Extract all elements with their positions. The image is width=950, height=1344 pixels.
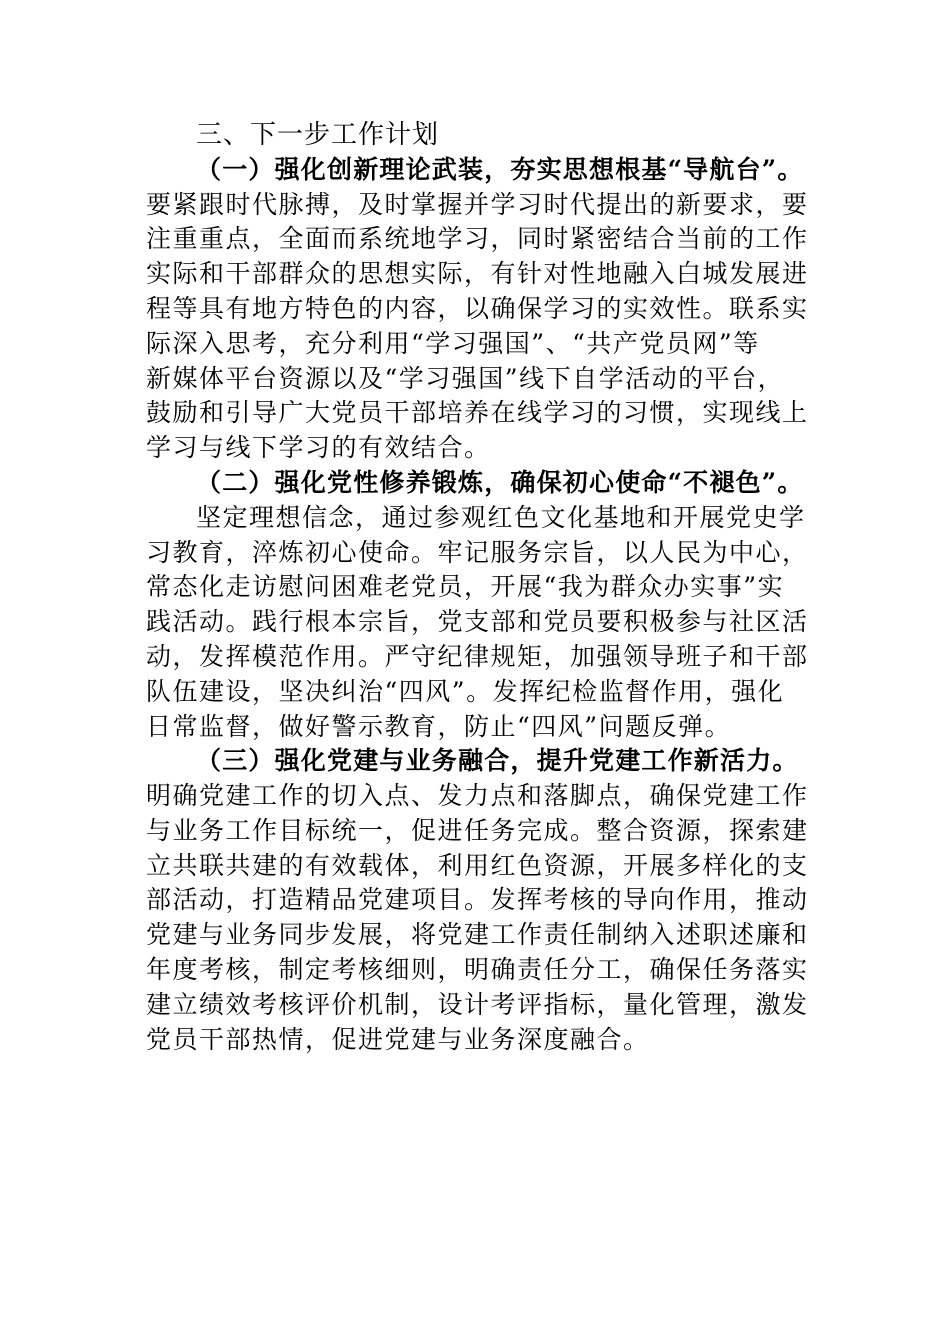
subsection-title-2: （二）强化党性修养锻炼，确保初心使命“不褪色”。 [196, 468, 804, 497]
paragraph-line: 坚定理想信念，通过参观红色文化基地和开展党史学 [196, 503, 806, 532]
subsection-title-3: （三）强化党建与业务融合，提升党建工作新活力。 [196, 746, 799, 775]
paragraph-line: 队伍建设，坚决纠治“四风”。发挥纪检监督作用，强化 [146, 677, 785, 706]
paragraph-line: 要紧跟时代脉搏，及时掌握并学习时代提出的新要求，要 [146, 190, 809, 219]
paragraph-line: 部活动，打造精品党建项目。发挥考核的导向作用，推动 [146, 885, 809, 914]
paragraph-line: 立共联共建的有效载体，利用红色资源，开展多样化的支 [146, 851, 809, 880]
paragraph-line: 与业务工作目标统一，促进任务完成。整合资源，探索建 [146, 816, 809, 845]
paragraph-line: 际深入思考，充分利用“学习强国”、“共产党员网”等 [146, 329, 760, 358]
paragraph-line: 明确党建工作的切入点、发力点和落脚点，确保党建工作 [146, 781, 809, 810]
paragraph-line: 实际和干部群众的思想实际，有针对性地融入白城发展进 [146, 259, 809, 288]
paragraph-line: 常态化走访慰问困难老党员，开展“我为群众办实事”实 [146, 572, 785, 601]
paragraph-line: 学习与线下学习的有效结合。 [146, 433, 491, 462]
paragraph-line: 注重重点，全面而系统地学习，同时紧密结合当前的工作 [146, 224, 809, 253]
paragraph-line: 新媒体平台资源以及“学习强国”线下自学活动的平台， [146, 364, 785, 393]
paragraph-line: 践活动。践行根本宗旨，党支部和党员要积极参与社区活 [146, 607, 809, 636]
section-heading: 三、下一步工作计划 [196, 120, 440, 150]
paragraph-line: 程等具有地方特色的内容，以确保学习的实效性。联系实 [146, 294, 809, 323]
paragraph-line: 建立绩效考核评价机制，设计考评指标，量化管理，激发 [146, 990, 809, 1019]
paragraph-line: 习教育，淬炼初心使命。牢记服务宗旨，以人民为中心， [146, 538, 809, 567]
paragraph-line: 日常监督，做好警示教育，防止“四风”问题反弹。 [146, 712, 732, 741]
paragraph-line: 党员干部热情，促进党建与业务深度融合。 [146, 1025, 650, 1054]
paragraph-line: 鼓励和引导广大党员干部培养在线学习的习惯，实现线上 [146, 398, 809, 427]
paragraph-line: 年度考核，制定考核细则，明确责任分工，确保任务落实 [146, 955, 809, 984]
paragraph-line: 党建与业务同步发展，将党建工作责任制纳入述职述廉和 [146, 920, 809, 949]
paragraph-line: 动，发挥模范作用。严守纪律规矩，加强领导班子和干部 [146, 642, 809, 671]
subsection-title-1: （一）强化创新理论武装，夯实思想根基“导航台”。 [196, 155, 804, 184]
